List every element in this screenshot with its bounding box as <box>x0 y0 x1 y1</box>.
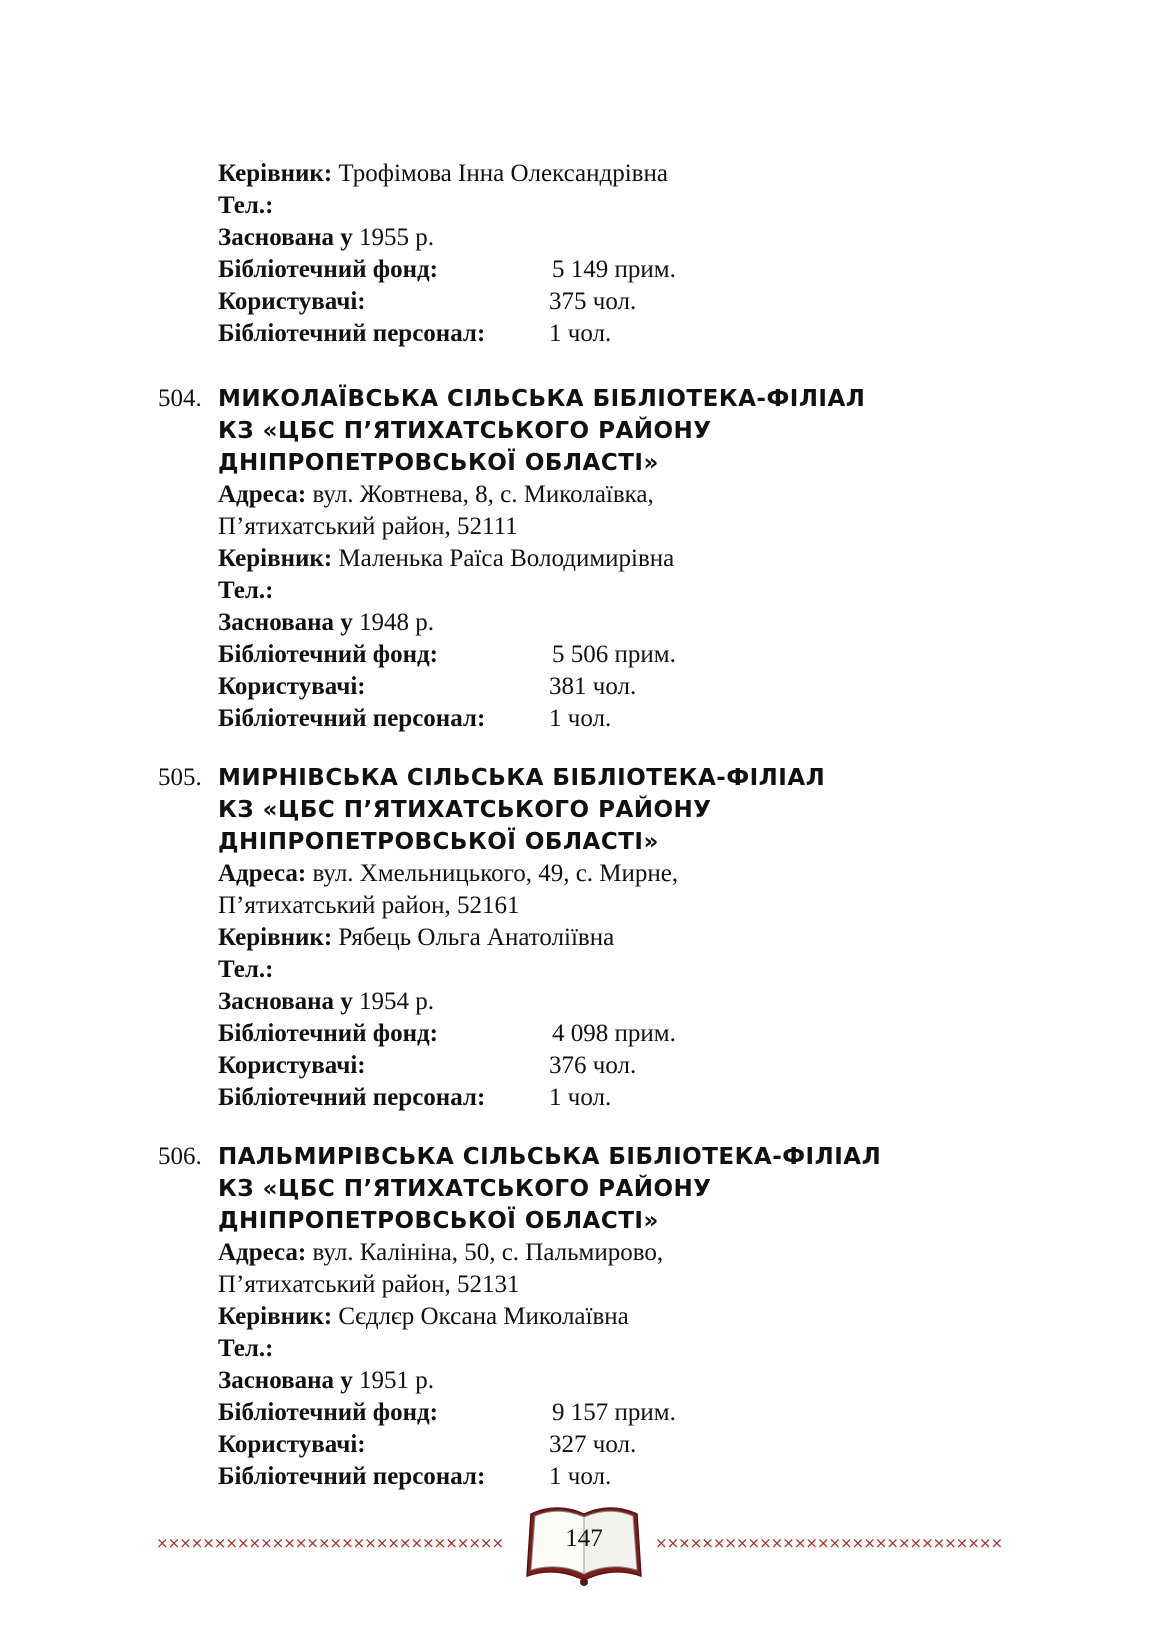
founded-value: 1948 р. <box>358 609 434 636</box>
manager-value: Маленька Раїса Володимирівна <box>338 545 675 572</box>
staff-line <box>218 318 1018 350</box>
tel-line <box>218 575 1018 607</box>
staff-label: Бібліотечний персонал: <box>218 705 486 732</box>
users-label: Користувачі: <box>218 673 366 700</box>
address-line-2 <box>218 890 1018 922</box>
entry-number: 504. <box>158 385 202 412</box>
tel-line <box>218 954 1018 986</box>
fund-label: Бібліотечний фонд: <box>218 1399 438 1426</box>
ornament-right: ×××××××××××××××××××××××××××××× <box>655 1534 1003 1552</box>
users-label: Користувачі: <box>218 288 366 315</box>
address-value: вул. Калініна, 50, с. Пальмирово, <box>312 1239 664 1266</box>
manager-value: Трофімова Інна Олександрівна <box>338 160 668 187</box>
fund-value: 5 506 прим. <box>552 641 676 668</box>
tel-label: Тел.: <box>218 1335 274 1362</box>
fund-value: 4 098 прим. <box>552 1020 676 1047</box>
users-line <box>218 671 1018 703</box>
manager-line <box>218 158 1018 190</box>
staff-value: 1 чол. <box>549 705 612 732</box>
staff-label: Бібліотечний персонал: <box>218 1084 486 1111</box>
fund-line <box>218 639 1018 671</box>
entry-heading <box>158 762 1018 858</box>
entry-number: 505. <box>158 764 202 791</box>
tel-line <box>218 1333 1018 1365</box>
manager-line <box>218 543 1018 575</box>
entry-title-line: ДНІПРОПЕТРОВСЬКОЇ ОБЛАСТІ» <box>218 829 659 855</box>
manager-line <box>218 1301 1018 1333</box>
users-line <box>218 286 1018 318</box>
fund-label: Бібліотечний фонд: <box>218 256 438 283</box>
address-line <box>218 858 1018 890</box>
address-label: Адреса: <box>218 481 307 508</box>
entry-title-line: КЗ «ЦБС П’ЯТИХАТСЬКОГО РАЙОНУ <box>218 1176 712 1202</box>
tel-line <box>218 190 1018 222</box>
users-line <box>218 1429 1018 1461</box>
entry-title-line: ДНІПРОПЕТРОВСЬКОЇ ОБЛАСТІ» <box>218 1208 659 1234</box>
entry-continued <box>218 158 1018 350</box>
entry-title-line: ДНІПРОПЕТРОВСЬКОЇ ОБЛАСТІ» <box>218 450 659 476</box>
address-label: Адреса: <box>218 860 307 887</box>
entry-heading <box>158 383 1018 479</box>
founded-label: Заснована у <box>218 609 353 636</box>
address-line <box>218 479 1018 511</box>
founded-label: Заснована у <box>218 224 353 251</box>
entry-details <box>218 479 1018 735</box>
entry-title-line: МИКОЛАЇВСЬКА СІЛЬСЬКА БІБЛІОТЕКА-ФІЛІАЛ <box>218 386 866 412</box>
fund-value: 5 149 прим. <box>552 256 676 283</box>
founded-line <box>218 222 1018 254</box>
address-label: Адреса: <box>218 1239 307 1266</box>
staff-label: Бібліотечний персонал: <box>218 320 486 347</box>
fund-line <box>218 1018 1018 1050</box>
entry-title-line: КЗ «ЦБС П’ЯТИХАТСЬКОГО РАЙОНУ <box>218 797 712 823</box>
staff-line <box>218 1082 1018 1114</box>
fund-label: Бібліотечний фонд: <box>218 641 438 668</box>
founded-line <box>218 1365 1018 1397</box>
entry-title-line: КЗ «ЦБС П’ЯТИХАТСЬКОГО РАЙОНУ <box>218 418 712 444</box>
manager-label: Керівник: <box>218 160 333 187</box>
fund-line <box>218 254 1018 286</box>
users-value: 375 чол. <box>549 288 637 315</box>
fund-value: 9 157 прим. <box>552 1399 676 1426</box>
staff-value: 1 чол. <box>549 1463 612 1490</box>
users-line <box>218 1050 1018 1082</box>
entry-title-line: ПАЛЬМИРІВСЬКА СІЛЬСЬКА БІБЛІОТЕКА-ФІЛІАЛ <box>218 1144 882 1170</box>
staff-line <box>218 1461 1018 1493</box>
fund-line <box>218 1397 1018 1429</box>
staff-label: Бібліотечний персонал: <box>218 1463 486 1490</box>
ornament-left: ×××××××××××××××××××××××××××××× <box>156 1534 504 1552</box>
users-value: 376 чол. <box>549 1052 637 1079</box>
manager-value: Рябець Ольга Анатоліївна <box>338 924 615 951</box>
manager-value: Сєдлєр Оксана Миколаївна <box>338 1303 629 1330</box>
entry-number: 506. <box>158 1143 202 1170</box>
address-value: вул. Жовтнева, 8, с. Миколаївка, <box>312 481 654 508</box>
users-label: Користувачі: <box>218 1052 366 1079</box>
entry-title-line: МИРНІВСЬКА СІЛЬСЬКА БІБЛІОТЕКА-ФІЛІАЛ <box>218 765 826 791</box>
founded-line <box>218 607 1018 639</box>
staff-value: 1 чол. <box>549 320 612 347</box>
staff-line <box>218 703 1018 735</box>
page-footer <box>150 1502 1020 1592</box>
manager-label: Керівник: <box>218 545 333 572</box>
users-value: 381 чол. <box>549 673 637 700</box>
address-line-2 <box>218 511 1018 543</box>
founded-line <box>218 986 1018 1018</box>
fund-label: Бібліотечний фонд: <box>218 1020 438 1047</box>
address-line-2 <box>218 1269 1018 1301</box>
entry-heading <box>158 1141 1018 1237</box>
tel-label: Тел.: <box>218 192 274 219</box>
address-value-2: П’ятихатський район, 52161 <box>218 892 520 919</box>
founded-value: 1955 р. <box>358 224 434 251</box>
founded-value: 1954 р. <box>358 988 434 1015</box>
tel-label: Тел.: <box>218 956 274 983</box>
page-number: 147 <box>565 1525 603 1552</box>
address-value-2: П’ятихатський район, 52131 <box>218 1271 520 1298</box>
founded-label: Заснована у <box>218 988 353 1015</box>
address-value-2: П’ятихатський район, 52111 <box>218 513 518 540</box>
manager-label: Керівник: <box>218 1303 333 1330</box>
address-value: вул. Хмельницького, 49, с. Мирне, <box>312 860 679 887</box>
staff-value: 1 чол. <box>549 1084 612 1111</box>
manager-label: Керівник: <box>218 924 333 951</box>
users-label: Користувачі: <box>218 1431 366 1458</box>
address-line <box>218 1237 1018 1269</box>
founded-value: 1951 р. <box>358 1367 434 1394</box>
manager-line <box>218 922 1018 954</box>
tel-label: Тел.: <box>218 577 274 604</box>
founded-label: Заснована у <box>218 1367 353 1394</box>
users-value: 327 чол. <box>549 1431 637 1458</box>
entry-details <box>218 1237 1018 1493</box>
entry-details <box>218 858 1018 1114</box>
